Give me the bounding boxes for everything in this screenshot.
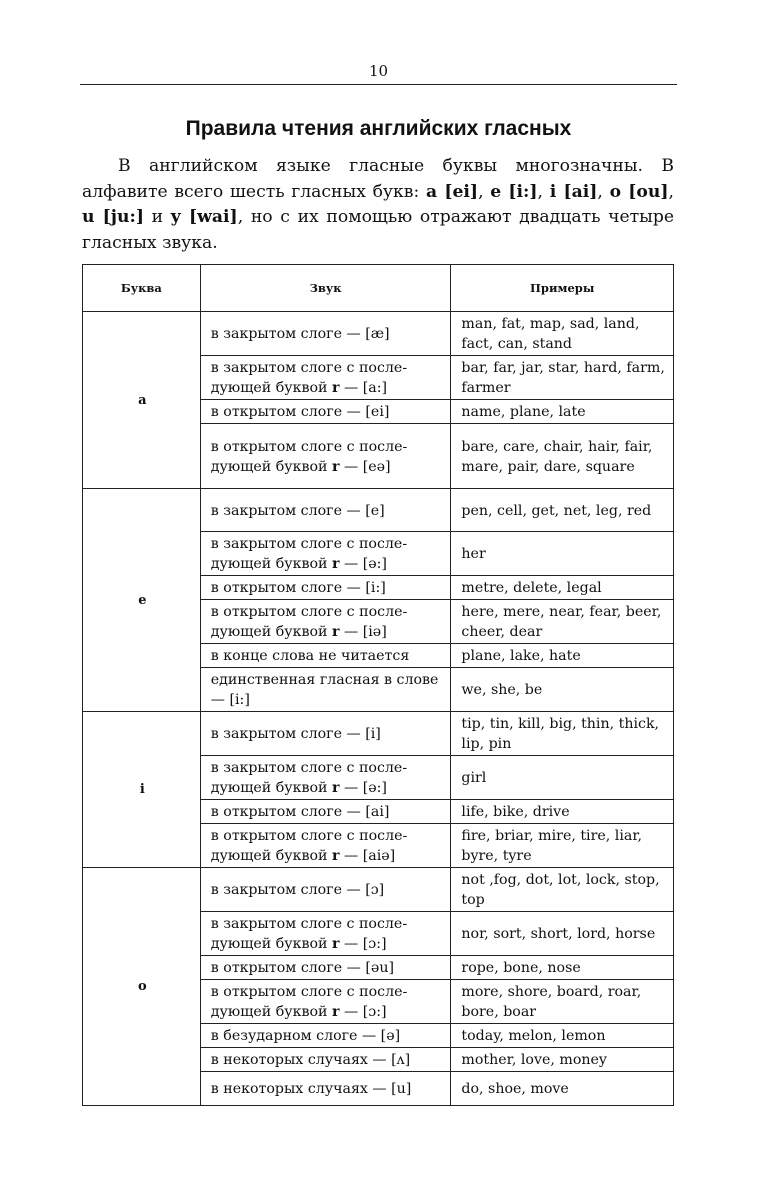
- header-letter: Буква: [83, 265, 201, 312]
- header-rule: [80, 84, 677, 85]
- sound-cell: [200, 424, 451, 489]
- intro-paragraph: В английском языке гласные буквы многозначны. В алфавите всего шесть гласных букв: a [ei], e [i:], i [ai], o [ou], u [ju:] и y [wai], но с их помощью отражают двадцать четыре гласных звука.: [82, 156, 674, 253]
- letter-r: r: [332, 624, 340, 640]
- examples-cell: bare, care, chair, hair, fair, mare, pair, dare, square: [451, 424, 674, 489]
- sound-text: в закрытом слоге с последующей буквой: [210, 536, 408, 572]
- sound-phoneme: — [ɔ:]: [339, 1004, 387, 1020]
- sound-cell: [200, 980, 451, 1024]
- sound-text: в открытом слоге с последующей буквой: [210, 604, 408, 640]
- sound-text: в закрытом слоге с последующей буквой: [210, 760, 408, 796]
- table-row: [83, 868, 674, 912]
- examples-cell: today, melon, lemon: [451, 1024, 674, 1048]
- sound-text: в открытом слоге с последующей буквой: [210, 984, 408, 1020]
- examples-cell: here, mere, near, fear, beer, cheer, dear: [451, 600, 674, 644]
- examples-cell: nor, sort, short, lord, horse: [451, 912, 674, 956]
- examples-cell: rope, bone, nose: [451, 956, 674, 980]
- letter-cell: o: [83, 868, 201, 1106]
- sound-cell: в некоторых случаях — [ʌ]: [200, 1048, 451, 1072]
- examples-cell: do, shoe, move: [451, 1072, 674, 1106]
- sound-cell: в открытом слоге — [əu]: [200, 956, 451, 980]
- letter-cell: i: [83, 712, 201, 868]
- page-title: Правила чтения английских гласных: [185, 117, 572, 140]
- vowel-i: i [ai]: [549, 181, 598, 202]
- letter-r: r: [332, 848, 340, 864]
- examples-cell: her: [451, 532, 674, 576]
- vowel-y: y [wai]: [170, 207, 238, 227]
- sound-cell: [200, 600, 451, 644]
- sound-cell: [200, 532, 451, 576]
- letter-r: r: [332, 1004, 340, 1020]
- examples-cell: girl: [451, 756, 674, 800]
- letter-r: r: [332, 556, 340, 572]
- header-sound: Звук: [200, 265, 451, 312]
- examples-cell: fire, briar, mire, tire, liar, byre, tyre: [451, 824, 674, 868]
- letter-cell: a: [83, 312, 201, 489]
- page-number: 10: [368, 62, 389, 80]
- examples-cell: mother, love, money: [451, 1048, 674, 1072]
- sound-cell: в безударном слоге — [ə]: [200, 1024, 451, 1048]
- sound-cell: в некоторых случаях — [u]: [200, 1072, 451, 1106]
- table-header-row: [83, 265, 674, 312]
- sound-cell: в открытом слоге — [i:]: [200, 576, 451, 600]
- letter-r: r: [332, 780, 340, 796]
- letter-r: r: [332, 936, 340, 952]
- sound-phoneme: — [a:]: [339, 380, 388, 396]
- sound-cell: в закрытом слоге — [ɔ]: [200, 868, 451, 912]
- examples-cell: we, she, be: [451, 668, 674, 712]
- sound-cell: [200, 912, 451, 956]
- examples-cell: more, shore, board, roar, bore, boar: [451, 980, 674, 1024]
- examples-cell: man, fat, map, sad, land, fact, can, stand: [451, 312, 674, 356]
- sound-cell: [200, 756, 451, 800]
- sound-cell: в закрытом слоге — [æ]: [200, 312, 451, 356]
- table-body: [83, 312, 674, 1106]
- sound-phoneme: — [ɔ:]: [339, 936, 387, 952]
- examples-cell: metre, delete, legal: [451, 576, 674, 600]
- sound-cell: в закрытом слоге — [e]: [200, 489, 451, 532]
- vowel-rules-table: [82, 264, 674, 1106]
- sound-text: в открытом слоге с последующей буквой: [210, 828, 408, 864]
- sound-cell: [200, 356, 451, 400]
- sound-cell: единственная гласная в слове — [i:]: [200, 668, 451, 712]
- sound-cell: [200, 824, 451, 868]
- vowel-o: o [ou]: [609, 181, 669, 202]
- sound-text: в закрытом слоге с последующей буквой: [210, 360, 408, 396]
- letter-cell: e: [83, 489, 201, 712]
- examples-cell: tip, tin, kill, big, thin, thick, lip, pin: [451, 712, 674, 756]
- sound-phoneme: — [aiə]: [339, 848, 396, 864]
- sound-cell: в открытом слоге — [ai]: [200, 800, 451, 824]
- examples-cell: life, bike, drive: [451, 800, 674, 824]
- vowel-a: a [ei]: [425, 181, 479, 202]
- sound-cell: в открытом слоге — [ei]: [200, 400, 451, 424]
- table-row: [83, 489, 674, 532]
- examples-cell: bar, far, jar, star, hard, farm, farmer: [451, 356, 674, 400]
- table-row: [83, 312, 674, 356]
- header-examples: Примеры: [451, 265, 674, 312]
- sound-text: в закрытом слоге с последующей буквой: [210, 916, 408, 952]
- examples-cell: not ,fog, dot, lot, lock, stop, top: [451, 868, 674, 912]
- sound-phoneme: — [eə]: [339, 458, 391, 475]
- sound-cell: в конце слова не читается: [200, 644, 451, 668]
- sound-phoneme: — [ə:]: [339, 556, 387, 572]
- letter-r: r: [332, 458, 340, 475]
- examples-cell: pen, cell, get, net, leg, red: [451, 489, 674, 532]
- vowel-e: e [i:]: [490, 181, 538, 202]
- table-row: [83, 712, 674, 756]
- letter-r: r: [332, 380, 340, 396]
- sound-text: в открытом слоге с последующей буквой: [210, 438, 408, 475]
- examples-cell: plane, lake, hate: [451, 644, 674, 668]
- examples-cell: name, plane, late: [451, 400, 674, 424]
- sound-phoneme: — [ə:]: [339, 780, 387, 796]
- sound-phoneme: — [iə]: [339, 624, 387, 640]
- vowel-u: u [ju:]: [82, 207, 145, 227]
- sound-cell: в закрытом слоге — [i]: [200, 712, 451, 756]
